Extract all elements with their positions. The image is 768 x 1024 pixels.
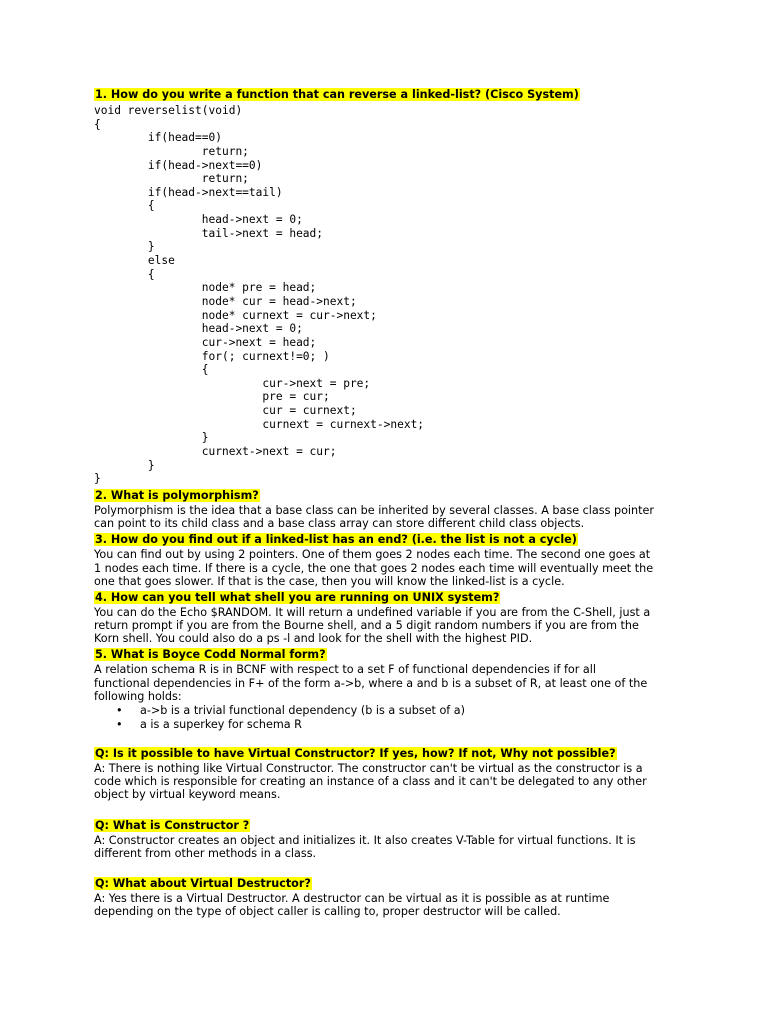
code-line: cur = curnext; xyxy=(94,404,357,418)
answer-line: Korn shell. You could also do a ps -l and look for the shell with the highest PID. xyxy=(94,632,533,646)
code-line: node* curnext = cur->next; xyxy=(94,308,377,322)
code-line: cur->next = pre; xyxy=(94,376,371,390)
spacer xyxy=(94,805,684,819)
answer-paragraph xyxy=(94,834,684,860)
answer-line: following holds: xyxy=(94,689,182,703)
code-line: { xyxy=(94,267,155,281)
spacer xyxy=(94,735,684,747)
code-line: } xyxy=(94,458,155,472)
question-text: Q: Is it possible to have Virtual Constructor? If yes, how? If not, Why not possible? xyxy=(95,747,616,760)
answer-line: 1 nodes each time. If there is a cycle, the one that goes 2 nodes each time will eventually meet the xyxy=(94,561,654,575)
question-text: 3. How do you find out if a linked-list has an end? (i.e. the list is not a cycle) xyxy=(95,533,577,547)
answer-line: depending on the type of object caller is calling to, proper destructor will be called. xyxy=(94,905,561,919)
code-line: cur->next = head; xyxy=(94,335,317,349)
answer-paragraph xyxy=(94,548,684,588)
code-line: node* cur = head->next; xyxy=(94,294,357,308)
code-line: return; xyxy=(94,144,249,158)
code-line: tail->next = head; xyxy=(94,226,324,240)
answer-line: A relation schema R is in BCNF with respect to a set F of functional dependencies if for all xyxy=(94,663,597,677)
code-line: head->next = 0; xyxy=(94,213,303,227)
code-line: else xyxy=(94,254,175,268)
bullet-icon: • xyxy=(116,704,123,717)
answer-line: one that goes slower. If that is the case, then you will know the linked-list is a cycle. xyxy=(94,574,565,588)
document-page xyxy=(94,88,684,921)
bullet-text: a->b is a trivial functional dependency (b is a subset of a) xyxy=(140,704,466,717)
question-heading xyxy=(94,489,684,503)
code-line: { xyxy=(94,199,155,213)
code-line: if(head==0) xyxy=(94,131,222,145)
code-line: void reverselist(void) xyxy=(94,104,243,117)
code-line: { xyxy=(94,363,209,377)
answer-line: functional dependencies in F+ of the form a->b, where a and b is a subset of R, at least one of the xyxy=(94,676,648,690)
bullet-item xyxy=(94,718,684,732)
answer-line: Polymorphism is the idea that a base class can be inherited by several classes. A base class pointer xyxy=(94,503,654,517)
question-text: Q: What about Virtual Destructor? xyxy=(95,876,311,890)
answer-line: different from other methods in a class. xyxy=(94,846,317,860)
question-heading xyxy=(94,648,684,662)
answer-line: A: There is nothing like Virtual Constructor. The constructor can't be virtual as the constructor is a xyxy=(94,762,643,775)
code-line: node* pre = head; xyxy=(94,281,317,295)
answer-line: A: Yes there is a Virtual Destructor. A destructor can be virtual as it is possible as at runtime xyxy=(94,891,610,905)
answer-line: code which is responsible for creating an instance of a class and it can't be delegated to any other xyxy=(94,775,647,789)
answer-paragraph xyxy=(94,606,684,646)
bullet-text: a is a superkey for schema R xyxy=(140,718,302,731)
question-heading xyxy=(94,533,684,547)
question-heading xyxy=(94,819,684,833)
question-heading xyxy=(94,877,684,891)
question-text: 2. What is polymorphism? xyxy=(95,488,259,502)
answer-line: You can do the Echo $RANDOM. It will return a undefined variable if you are from the C-Shell, just a xyxy=(94,605,651,619)
code-line: return; xyxy=(94,172,249,186)
answer-paragraph xyxy=(94,663,684,732)
question-heading xyxy=(94,88,684,102)
question-text: 1. How do you write a function that can reverse a linked-list? (Cisco System) xyxy=(95,88,579,101)
code-line: } xyxy=(94,431,209,445)
answer-paragraph xyxy=(94,762,684,802)
spacer xyxy=(94,863,684,877)
code-line: if(head->next==0) xyxy=(94,158,263,172)
answer-line: You can find out by using 2 pointers. One of them goes 2 nodes each time. The second one goes at xyxy=(94,548,651,562)
question-text: Q: What is Constructor ? xyxy=(95,818,250,832)
answer-line: can point to its child class and a base class array can store different child class objects. xyxy=(94,517,585,531)
code-line: curnext->next = cur; xyxy=(94,445,337,459)
question-heading xyxy=(94,747,684,761)
answer-line: object by virtual keyword means. xyxy=(94,788,281,802)
code-line: } xyxy=(94,240,155,254)
bullet-list xyxy=(94,704,684,732)
bullet-icon: • xyxy=(116,718,123,731)
code-line: { xyxy=(94,117,101,131)
code-line: curnext = curnext->next; xyxy=(94,417,425,431)
answer-line: return prompt if you are from the Bourne shell, and a 5 digit random numbers if you are from the xyxy=(94,619,639,633)
answer-line: A: Constructor creates an object and initializes it. It also creates V-Table for virtual functions. It is xyxy=(94,833,636,847)
code-line: pre = cur; xyxy=(94,390,330,404)
code-line: for(; curnext!=0; ) xyxy=(94,349,330,363)
answer-paragraph xyxy=(94,892,684,918)
code-line: head->next = 0; xyxy=(94,322,303,336)
question-text: 5. What is Boyce Codd Normal form? xyxy=(95,648,326,662)
code-block xyxy=(94,104,684,486)
answer-paragraph xyxy=(94,504,684,530)
bullet-item xyxy=(94,704,684,718)
code-line: if(head->next==tail) xyxy=(94,185,283,199)
question-text: 4. How can you tell what shell you are running on UNIX system? xyxy=(95,590,500,604)
code-line: } xyxy=(94,472,101,486)
question-heading xyxy=(94,591,684,605)
